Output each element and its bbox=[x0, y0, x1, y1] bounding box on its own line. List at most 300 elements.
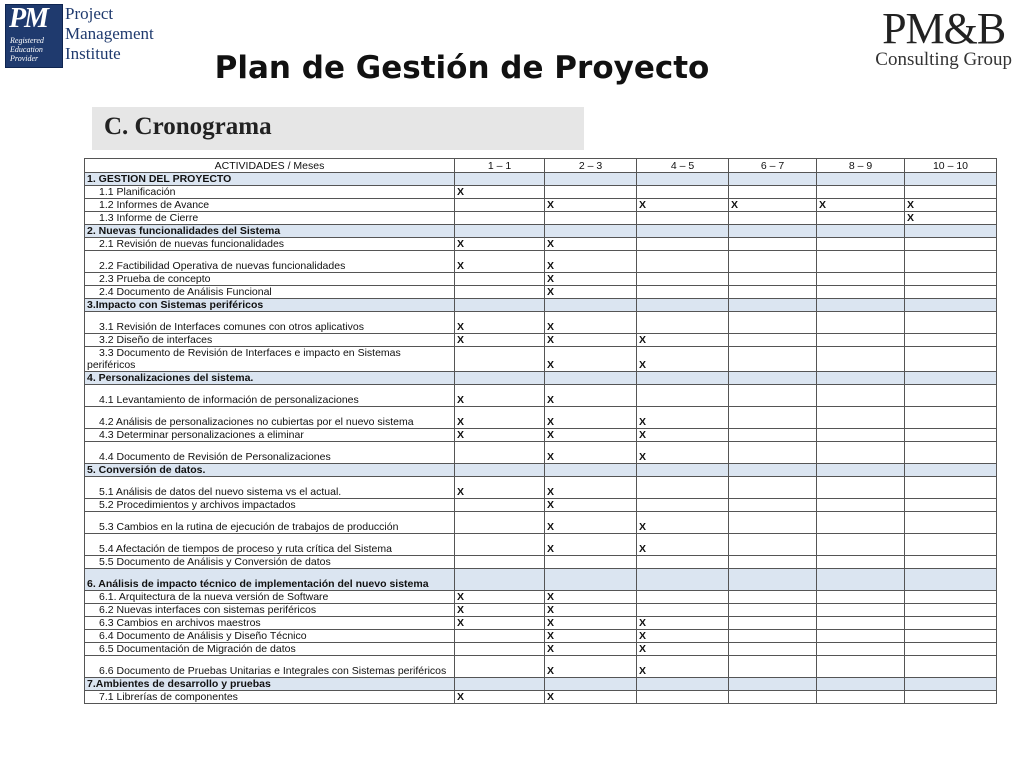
period-cell bbox=[905, 407, 997, 429]
table-row bbox=[85, 643, 997, 656]
period-cell bbox=[729, 347, 817, 372]
period-cell bbox=[637, 372, 729, 385]
period-cell bbox=[637, 591, 729, 604]
table-row bbox=[85, 534, 997, 556]
period-cell bbox=[817, 656, 905, 678]
period-cell bbox=[905, 499, 997, 512]
period-cell bbox=[729, 534, 817, 556]
period-cell: X bbox=[545, 429, 637, 442]
period-cell bbox=[817, 273, 905, 286]
activity-cell bbox=[85, 225, 455, 238]
period-cell bbox=[729, 407, 817, 429]
period-cell bbox=[905, 464, 997, 477]
period-cell bbox=[729, 591, 817, 604]
table-row bbox=[85, 334, 997, 347]
period-cell: X bbox=[545, 238, 637, 251]
period-cell: X bbox=[455, 591, 545, 604]
activity-cell bbox=[85, 464, 455, 477]
activity-label: 2. Nuevas funcionalidades del Sistema bbox=[87, 225, 281, 237]
period-cell bbox=[637, 385, 729, 407]
activity-label: 1.2 Informes de Avance bbox=[99, 199, 210, 211]
period-cell: X bbox=[455, 604, 545, 617]
period-cell: X bbox=[455, 334, 545, 347]
period-cell bbox=[729, 212, 817, 225]
activity-label: 2.4 Documento de Análisis Funcional bbox=[99, 286, 272, 298]
period-cell: X bbox=[455, 617, 545, 630]
period-cell bbox=[817, 569, 905, 591]
period-cell bbox=[729, 464, 817, 477]
table-row bbox=[85, 286, 997, 299]
period-cell: X bbox=[637, 656, 729, 678]
activity-cell bbox=[85, 407, 455, 429]
table-row bbox=[85, 429, 997, 442]
period-cell bbox=[905, 385, 997, 407]
period-cell bbox=[545, 225, 637, 238]
period-cell bbox=[817, 512, 905, 534]
period-cell bbox=[455, 464, 545, 477]
period-cell: X bbox=[817, 199, 905, 212]
period-cell bbox=[545, 464, 637, 477]
period-cell: X bbox=[545, 477, 637, 499]
period-cell: X bbox=[545, 442, 637, 464]
period-cell bbox=[905, 643, 997, 656]
period-cell bbox=[729, 286, 817, 299]
period-cell bbox=[905, 286, 997, 299]
period-cell bbox=[905, 477, 997, 499]
period-cell: X bbox=[905, 199, 997, 212]
section-title: C. Cronograma bbox=[104, 113, 272, 140]
activity-cell bbox=[85, 512, 455, 534]
activity-label: 1. GESTION DEL PROYECTO bbox=[87, 173, 232, 185]
period-cell bbox=[817, 477, 905, 499]
period-cell bbox=[455, 569, 545, 591]
column-header: ACTIVIDADES / Meses bbox=[85, 159, 455, 173]
column-header: 10 – 10 bbox=[905, 159, 997, 173]
period-cell bbox=[455, 299, 545, 312]
period-cell bbox=[637, 186, 729, 199]
activity-label: 2.1 Revisión de nuevas funcionalidades bbox=[99, 238, 285, 250]
period-cell bbox=[729, 691, 817, 704]
period-cell: X bbox=[545, 591, 637, 604]
table-row bbox=[85, 347, 997, 372]
period-cell bbox=[729, 186, 817, 199]
activity-cell bbox=[85, 238, 455, 251]
period-cell bbox=[905, 591, 997, 604]
period-cell bbox=[729, 385, 817, 407]
period-cell bbox=[905, 617, 997, 630]
period-cell bbox=[817, 347, 905, 372]
period-cell bbox=[817, 372, 905, 385]
column-header: 6 – 7 bbox=[729, 159, 817, 173]
period-cell bbox=[637, 499, 729, 512]
period-cell bbox=[817, 299, 905, 312]
period-cell bbox=[455, 512, 545, 534]
period-cell bbox=[455, 273, 545, 286]
column-header: 4 – 5 bbox=[637, 159, 729, 173]
period-cell bbox=[637, 477, 729, 499]
period-cell bbox=[637, 238, 729, 251]
period-cell bbox=[637, 569, 729, 591]
activity-cell bbox=[85, 312, 455, 334]
period-cell bbox=[817, 186, 905, 199]
period-cell bbox=[729, 477, 817, 499]
period-cell: X bbox=[455, 385, 545, 407]
activity-cell bbox=[85, 691, 455, 704]
period-cell bbox=[905, 372, 997, 385]
period-cell: X bbox=[545, 617, 637, 630]
period-cell bbox=[455, 347, 545, 372]
activity-cell bbox=[85, 286, 455, 299]
activity-cell bbox=[85, 556, 455, 569]
period-cell bbox=[905, 173, 997, 186]
period-cell: X bbox=[545, 656, 637, 678]
period-cell: X bbox=[545, 643, 637, 656]
period-cell bbox=[905, 186, 997, 199]
period-cell bbox=[817, 442, 905, 464]
section-row bbox=[85, 299, 997, 312]
period-cell: X bbox=[545, 512, 637, 534]
pmi-logo-line: Institute bbox=[65, 44, 121, 63]
period-cell bbox=[455, 656, 545, 678]
activity-cell bbox=[85, 499, 455, 512]
period-cell bbox=[637, 604, 729, 617]
pmi-registered-line: Provider bbox=[10, 54, 39, 63]
period-cell bbox=[455, 534, 545, 556]
section-row bbox=[85, 173, 997, 186]
activity-label: 1.3 Informe de Cierre bbox=[99, 212, 199, 224]
activity-cell bbox=[85, 477, 455, 499]
table-row bbox=[85, 617, 997, 630]
period-cell: X bbox=[905, 212, 997, 225]
period-cell bbox=[545, 173, 637, 186]
period-cell: X bbox=[545, 691, 637, 704]
activity-cell bbox=[85, 372, 455, 385]
activity-cell bbox=[85, 385, 455, 407]
period-cell bbox=[729, 225, 817, 238]
period-cell: X bbox=[455, 238, 545, 251]
activity-label: 5. Conversión de datos. bbox=[87, 464, 206, 476]
period-cell: X bbox=[545, 347, 637, 372]
period-cell bbox=[905, 299, 997, 312]
period-cell bbox=[905, 273, 997, 286]
table-row bbox=[85, 199, 997, 212]
period-cell bbox=[817, 630, 905, 643]
period-cell bbox=[729, 630, 817, 643]
pmi-registered-line: Education bbox=[10, 45, 43, 54]
period-cell bbox=[729, 617, 817, 630]
period-cell bbox=[545, 569, 637, 591]
period-cell bbox=[729, 312, 817, 334]
period-cell bbox=[637, 273, 729, 286]
page-title: Plan de Gestión de Proyecto bbox=[214, 50, 710, 86]
period-cell bbox=[817, 173, 905, 186]
period-cell: X bbox=[637, 630, 729, 643]
table-row bbox=[85, 691, 997, 704]
period-cell bbox=[817, 499, 905, 512]
period-cell bbox=[729, 334, 817, 347]
period-cell bbox=[905, 569, 997, 591]
activity-label: 2.2 Factibilidad Operativa de nuevas funcionalidades bbox=[99, 260, 346, 272]
period-cell bbox=[905, 630, 997, 643]
period-cell bbox=[729, 299, 817, 312]
table-row bbox=[85, 442, 997, 464]
period-cell: X bbox=[637, 512, 729, 534]
period-cell: X bbox=[637, 199, 729, 212]
period-cell bbox=[905, 251, 997, 273]
period-cell bbox=[455, 556, 545, 569]
period-cell bbox=[817, 286, 905, 299]
activity-label: 5.3 Cambios en la rutina de ejecución de trabajos de producción bbox=[99, 521, 399, 533]
period-cell bbox=[817, 556, 905, 569]
activity-label: 5.1 Análisis de datos del nuevo sistema vs el actual. bbox=[99, 486, 342, 498]
activity-label: 3.Impacto con Sistemas periféricos bbox=[87, 299, 264, 311]
period-cell bbox=[817, 407, 905, 429]
period-cell bbox=[455, 643, 545, 656]
period-cell bbox=[817, 385, 905, 407]
activity-label: 6.5 Documentación de Migración de datos bbox=[99, 643, 296, 655]
period-cell: X bbox=[545, 312, 637, 334]
period-cell: X bbox=[545, 334, 637, 347]
table-row bbox=[85, 477, 997, 499]
pmb-logo-main: PM&B bbox=[882, 4, 1006, 53]
section-row bbox=[85, 569, 997, 591]
period-cell: X bbox=[637, 534, 729, 556]
activity-label: 7.1 Librerías de componentes bbox=[99, 691, 238, 703]
period-cell bbox=[637, 173, 729, 186]
period-cell bbox=[637, 251, 729, 273]
period-cell bbox=[905, 534, 997, 556]
period-cell bbox=[637, 691, 729, 704]
period-cell bbox=[817, 534, 905, 556]
period-cell bbox=[817, 251, 905, 273]
activity-label: 4.2 Análisis de personalizaciones no cubiertas por el nuevo sistema bbox=[99, 416, 414, 428]
period-cell bbox=[637, 212, 729, 225]
period-cell bbox=[817, 604, 905, 617]
pmb-logo-sub: Consulting Group bbox=[875, 49, 1012, 70]
activity-cell bbox=[85, 199, 455, 212]
period-cell: X bbox=[637, 442, 729, 464]
period-cell bbox=[545, 186, 637, 199]
activity-label: 2.3 Prueba de concepto bbox=[99, 273, 211, 285]
period-cell bbox=[637, 464, 729, 477]
activity-cell bbox=[85, 604, 455, 617]
table-row bbox=[85, 656, 997, 678]
period-cell: X bbox=[545, 407, 637, 429]
period-cell: X bbox=[455, 407, 545, 429]
period-cell: X bbox=[545, 273, 637, 286]
period-cell: X bbox=[455, 251, 545, 273]
table-row bbox=[85, 407, 997, 429]
period-cell: X bbox=[545, 604, 637, 617]
activity-cell bbox=[85, 251, 455, 273]
period-cell bbox=[729, 643, 817, 656]
period-cell: X bbox=[545, 630, 637, 643]
activity-cell bbox=[85, 273, 455, 286]
period-cell bbox=[905, 442, 997, 464]
period-cell bbox=[817, 312, 905, 334]
table-row bbox=[85, 591, 997, 604]
period-cell bbox=[455, 173, 545, 186]
table-row bbox=[85, 312, 997, 334]
period-cell bbox=[905, 656, 997, 678]
period-cell bbox=[817, 678, 905, 691]
activity-cell bbox=[85, 678, 455, 691]
period-cell bbox=[817, 617, 905, 630]
section-row bbox=[85, 372, 997, 385]
period-cell bbox=[817, 225, 905, 238]
period-cell bbox=[729, 656, 817, 678]
activity-label: 6.1. Arquitectura de la nueva versión de Software bbox=[99, 591, 329, 603]
period-cell bbox=[637, 678, 729, 691]
activity-cell bbox=[85, 591, 455, 604]
table-row bbox=[85, 499, 997, 512]
period-cell: X bbox=[545, 385, 637, 407]
period-cell: X bbox=[455, 186, 545, 199]
activity-label: 3.2 Diseño de interfaces bbox=[99, 334, 213, 346]
activity-cell bbox=[85, 347, 455, 372]
period-cell bbox=[545, 556, 637, 569]
table-row bbox=[85, 385, 997, 407]
period-cell: X bbox=[455, 312, 545, 334]
section-row bbox=[85, 464, 997, 477]
period-cell bbox=[729, 499, 817, 512]
pmi-registered-line: Registered bbox=[10, 36, 44, 45]
period-cell bbox=[817, 429, 905, 442]
period-cell bbox=[637, 556, 729, 569]
activity-cell bbox=[85, 212, 455, 225]
period-cell bbox=[905, 429, 997, 442]
period-cell: X bbox=[545, 499, 637, 512]
activity-cell bbox=[85, 186, 455, 199]
period-cell bbox=[729, 173, 817, 186]
period-cell bbox=[729, 372, 817, 385]
period-cell bbox=[905, 312, 997, 334]
period-cell bbox=[455, 225, 545, 238]
activity-label: 6.6 Documento de Pruebas Unitarias e Integrales con Sistemas periféricos bbox=[99, 665, 447, 677]
activity-label: 6. Análisis de impacto técnico de implementación del nuevo sistema bbox=[87, 578, 429, 590]
period-cell: X bbox=[637, 617, 729, 630]
period-cell bbox=[545, 678, 637, 691]
activity-label: 4.1 Levantamiento de información de personalizaciones bbox=[99, 394, 359, 406]
period-cell bbox=[455, 678, 545, 691]
period-cell bbox=[817, 212, 905, 225]
column-header: 8 – 9 bbox=[817, 159, 905, 173]
activity-label: 3.1 Revisión de Interfaces comunes con otros aplicativos bbox=[99, 321, 364, 333]
activity-label: 3.3 Documento de Revisión de Interfaces e impacto en Sistemas periféricos bbox=[87, 347, 401, 371]
period-cell: X bbox=[545, 286, 637, 299]
period-cell bbox=[817, 464, 905, 477]
table-row bbox=[85, 556, 997, 569]
section-row bbox=[85, 225, 997, 238]
activity-cell bbox=[85, 617, 455, 630]
pmi-logo-monogram: PM bbox=[9, 3, 47, 34]
activity-label: 6.4 Documento de Análisis y Diseño Técnico bbox=[99, 630, 307, 642]
period-cell bbox=[817, 691, 905, 704]
period-cell bbox=[455, 499, 545, 512]
period-cell: X bbox=[637, 429, 729, 442]
table-row bbox=[85, 273, 997, 286]
period-cell bbox=[729, 604, 817, 617]
period-cell bbox=[729, 251, 817, 273]
table-row bbox=[85, 238, 997, 251]
activity-label: 4.4 Documento de Revisión de Personalizaciones bbox=[99, 451, 331, 463]
period-cell bbox=[545, 372, 637, 385]
activity-cell bbox=[85, 299, 455, 312]
period-cell bbox=[905, 225, 997, 238]
period-cell: X bbox=[545, 534, 637, 556]
period-cell bbox=[905, 691, 997, 704]
period-cell bbox=[905, 512, 997, 534]
period-cell bbox=[817, 334, 905, 347]
column-header: 1 – 1 bbox=[455, 159, 545, 173]
pmi-logo-line: Project bbox=[65, 4, 114, 23]
activity-label: 1.1 Planificación bbox=[99, 186, 176, 198]
activity-label: 4. Personalizaciones del sistema. bbox=[87, 372, 254, 384]
period-cell bbox=[545, 299, 637, 312]
column-header: 2 – 3 bbox=[545, 159, 637, 173]
activity-label: 7.Ambientes de desarrollo y pruebas bbox=[87, 678, 271, 690]
activity-label: 5.2 Procedimientos y archivos impactados bbox=[99, 499, 296, 511]
schedule-table bbox=[84, 158, 997, 704]
period-cell bbox=[455, 630, 545, 643]
period-cell: X bbox=[545, 199, 637, 212]
period-cell bbox=[905, 238, 997, 251]
activity-label: 6.2 Nuevas interfaces con sistemas periféricos bbox=[99, 604, 317, 616]
activity-cell bbox=[85, 569, 455, 591]
period-cell: X bbox=[637, 334, 729, 347]
period-cell bbox=[455, 442, 545, 464]
schedule-body bbox=[85, 173, 997, 704]
period-cell bbox=[817, 238, 905, 251]
period-cell: X bbox=[455, 691, 545, 704]
pmi-logo-line: Management bbox=[65, 24, 154, 43]
activity-cell bbox=[85, 442, 455, 464]
period-cell bbox=[905, 347, 997, 372]
period-cell bbox=[729, 512, 817, 534]
table-row bbox=[85, 186, 997, 199]
period-cell: X bbox=[637, 347, 729, 372]
period-cell bbox=[455, 372, 545, 385]
activity-cell bbox=[85, 429, 455, 442]
period-cell bbox=[455, 286, 545, 299]
period-cell bbox=[637, 312, 729, 334]
activity-cell bbox=[85, 534, 455, 556]
period-cell: X bbox=[729, 199, 817, 212]
period-cell bbox=[729, 273, 817, 286]
period-cell bbox=[637, 225, 729, 238]
period-cell bbox=[455, 212, 545, 225]
period-cell bbox=[905, 334, 997, 347]
period-cell bbox=[455, 199, 545, 212]
period-cell: X bbox=[637, 407, 729, 429]
activity-label: 4.3 Determinar personalizaciones a eliminar bbox=[99, 429, 304, 441]
activity-cell bbox=[85, 630, 455, 643]
period-cell bbox=[905, 678, 997, 691]
period-cell bbox=[817, 643, 905, 656]
activity-cell bbox=[85, 334, 455, 347]
period-cell bbox=[817, 591, 905, 604]
period-cell bbox=[637, 286, 729, 299]
activity-cell bbox=[85, 656, 455, 678]
table-header-row bbox=[85, 159, 997, 173]
period-cell bbox=[729, 442, 817, 464]
period-cell bbox=[637, 299, 729, 312]
activity-label: 5.5 Documento de Análisis y Conversión de datos bbox=[99, 556, 331, 568]
period-cell: X bbox=[545, 251, 637, 273]
period-cell bbox=[545, 212, 637, 225]
period-cell bbox=[729, 238, 817, 251]
period-cell bbox=[729, 569, 817, 591]
